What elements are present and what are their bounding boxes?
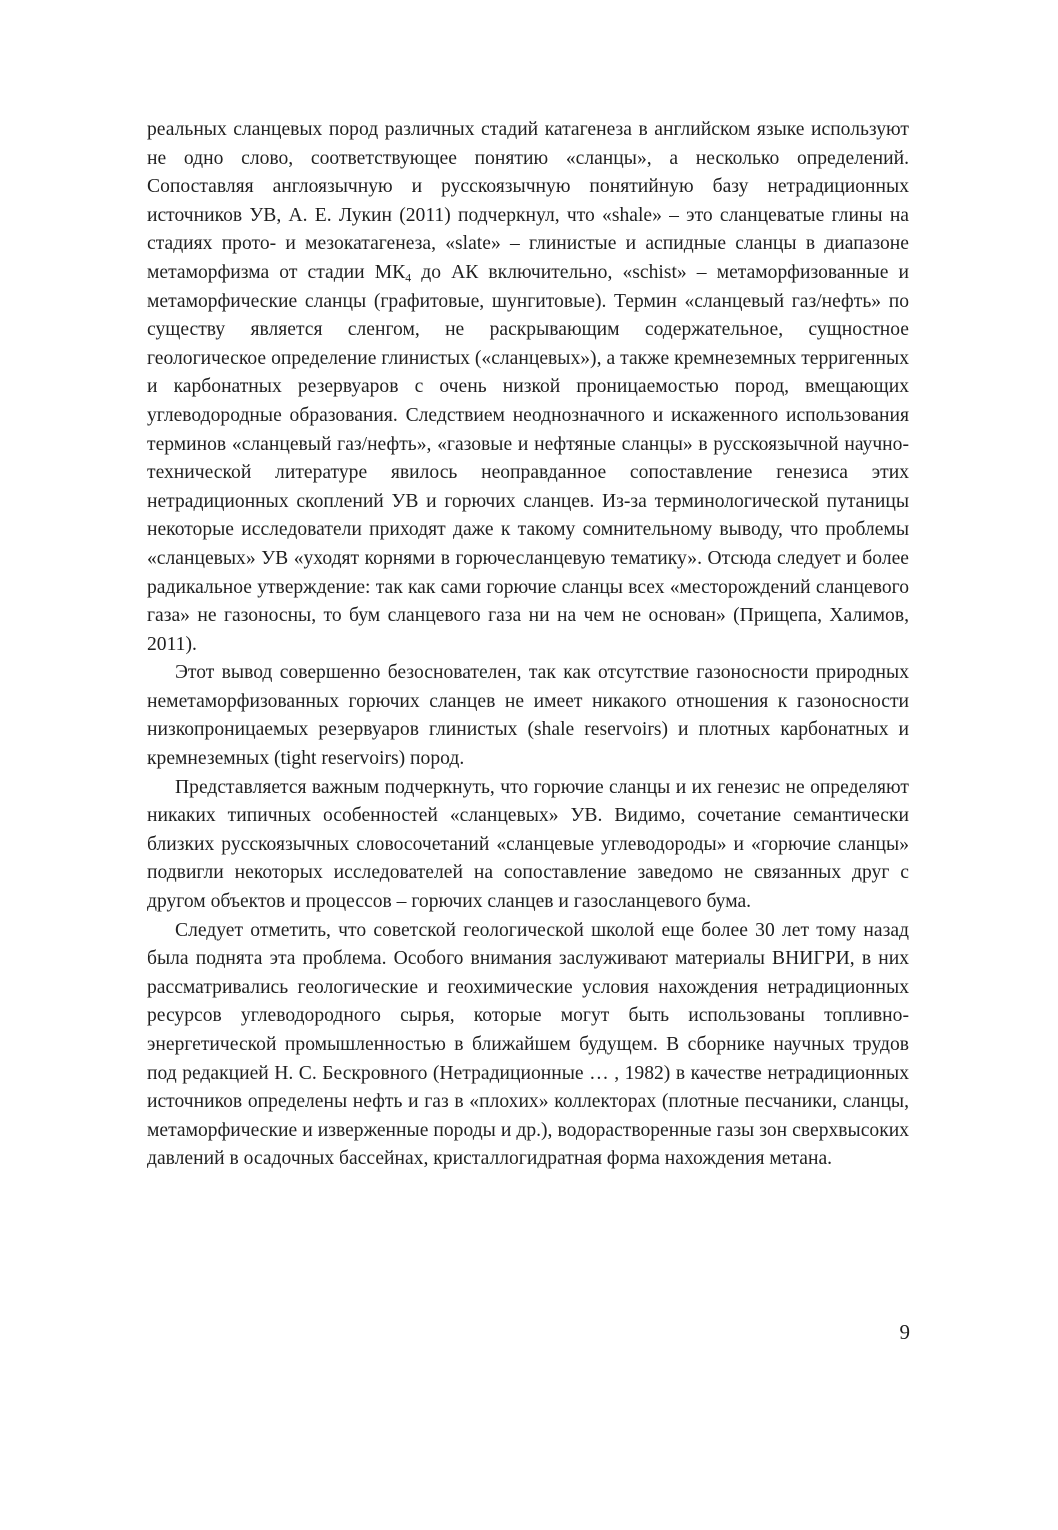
page-number: 9 <box>899 1320 910 1344</box>
paragraph-3: Представляется важным подчеркнуть, что горючие сланцы и их генезис не определяют никаких типичных особенностей «сланцевых» УВ. Видимо, сочетание семантически близких русскоязычных словосочетаний «сланцевые углеводороды» и «горючие сланцы» подвигли некоторых исследователей на сопоставление заведомо не связанных друг с другом объектов и процессов – горючих сланцев и газосланцевого бума. <box>147 776 909 913</box>
subscript-index: 4 <box>405 271 412 285</box>
paragraph-1-part-1: реальных сланцевых пород различных стадий катагенеза в английском языке используют не одно слово, соответствующее понятию «сланцы», а несколько определений. Сопоставляя англоязычную и русскоязычную понятийную базу нетрадиционных источников УВ, А. Е. Лукин (2011) подчеркнул, что «shale» – это сланцеватые глины на стадиях прото- и мезокатагенеза, «slate» – глинистые и аспидные сланцы в диапазоне метаморфизма от стадии МК <box>147 119 909 283</box>
paragraph-1-part-2: до АК включительно, «schist» – метаморфизованные и метаморфические сланцы (графитовые, шунгитовые). Термин «сланцевый газ/нефть» по существу является сленгом, не раскрывающим содержательное, сущностное геологическое определение глинистых («сланцевых»), а также кремнеземных терригенных и карбонатных резервуаров с очень низкой проницаемостью пород, вмещающих углеводородные образования. Следствием неоднозначного и искаженного использования терминов «сланцевый газ/нефть», «газовые и нефтяные сланцы» в русскоязычной научно-технической литературе явилось неоправданное сопоставление генезиса этих нетрадиционных скоплений УВ и горючих сланцев. Из-за терминологической путаницы некоторые исследователи приходят даже к такому сомнительному выводу, что проблемы «сланцевых» УВ «уходят корнями в горючесланцевую тематику». Отсюда следует и более радикальное утверждение: так как сами горючие сланцы всех «месторождений сланцевого газа» не газоносны, то бум сланцевого газа ни на чем не основан» (Прищепа, Халимов, 2011). <box>147 261 909 655</box>
paragraph-4: Следует отметить, что советской геологической школой еще более 30 лет тому назад была поднята эта проблема. Особого внимания заслуживают материалы ВНИГРИ, в них рассматривались геологические и геохимические условия нахождения нетрадиционных ресурсов углеводородного сырья, которые могут быть использованы топливно-энергетической промышленностью в ближайшем будущем. В сборнике научных трудов под редакцией Н. С. Бескровного (Нетрадиционные … , 1982) в качестве нетрадиционных источников определены нефть и газ в «плохих» коллекторах (плотные песчаники, сланцы, метаморфические и изверженные породы и др.), водорастворенные газы зон сверхвысоких давлений в осадочных бассейнах, кристаллогидратная форма нахождения метана. <box>147 919 909 1170</box>
paragraph-2: Этот вывод совершенно безоснователен, так как отсутствие газоносности природных неметаморфизованных горючих сланцев не имеет никакого отношения к газоносности низкопроницаемых резервуаров глинистых (shale reservoirs) и плотных карбонатных и кремнеземных (tight reservoirs) пород. <box>147 662 909 770</box>
body-text <box>147 116 909 1174</box>
paragraph-continuation <box>147 116 909 659</box>
